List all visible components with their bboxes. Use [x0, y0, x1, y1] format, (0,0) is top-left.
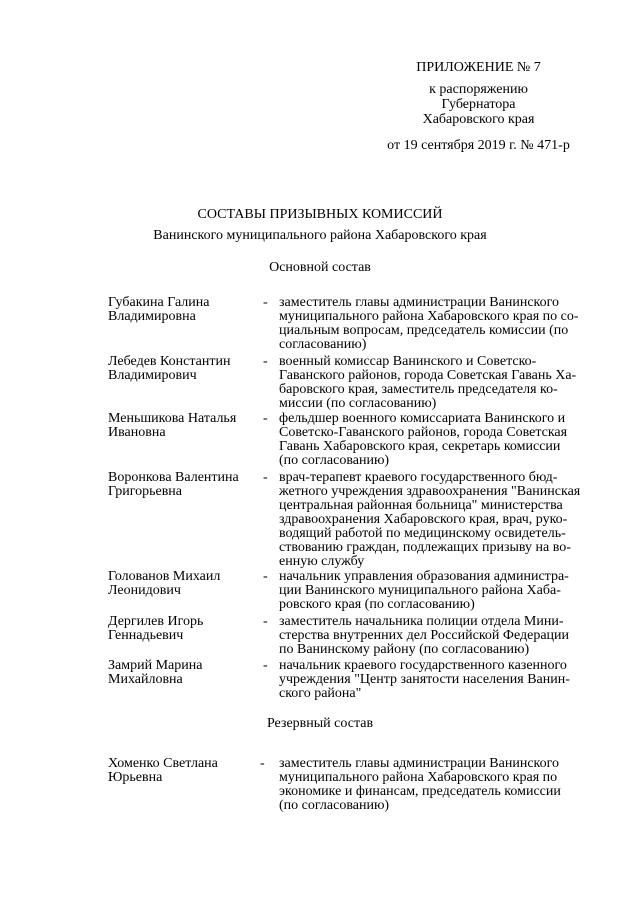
- member-name: Лебедев Константин Владимирович: [108, 354, 231, 383]
- member-name: Замрий Марина Михайловна: [108, 658, 203, 687]
- appendix-block: [380, 60, 577, 153]
- member-dash: -: [263, 411, 268, 426]
- member-role: начальник краевого государственного казенного учреждения "Центр занятости населения Ванин- ского района": [279, 658, 570, 701]
- section-main-title: Основной состав: [269, 260, 371, 275]
- document-heading: [0, 204, 640, 246]
- member-name: Голованов Михаил Леонидович: [108, 569, 221, 598]
- member-dash: -: [263, 614, 268, 629]
- member-role: фельдшер военного комиссариата Ванинского и Советско-Гаванского районов, города Советская Гавань Хабаровского края, секретарь комиссии (по согласованию): [279, 411, 568, 468]
- member-name: Воронкова Валентина Григорьевна: [108, 470, 239, 499]
- section-reserve-title: Резервный состав: [266, 716, 374, 731]
- member-role: военный комиссар Ванинского и Советско- Гаванского районов, города Советская Гавань Ха- баровского края, заместитель председателя ко- миссии (по согласованию): [279, 354, 577, 411]
- appendix-line: Губернатора: [441, 97, 516, 112]
- member-dash: -: [263, 354, 268, 369]
- member-dash: -: [263, 569, 268, 584]
- heading-sub: Ванинского муниципального района Хабаровского края: [153, 228, 487, 243]
- member-dash: -: [263, 658, 268, 673]
- member-dash: -: [260, 756, 265, 771]
- member-role: начальник управления образования администра- ции Ванинского муниципального района Хаба- ровского края (по согласованию): [279, 569, 569, 612]
- member-role: врач-терапевт краевого государственного бюд- жетного учреждения здравоохранения "Ванинская центральная районная больница" министерства здравоохранения Хабаровского края, врач, руко- водящий работой по медицинскому освидетель- ствованию граждан, подлежащих призыву на во- енную службу: [279, 470, 581, 569]
- appendix-date: от 19 сентября 2019 г. № 471-р: [387, 138, 570, 153]
- appendix-line: Хабаровского края: [422, 112, 535, 127]
- heading-main: СОСТАВЫ ПРИЗЫВНЫХ КОМИССИЙ: [197, 207, 443, 222]
- member-dash: -: [263, 295, 268, 310]
- member-role: заместитель главы администрации Ванинского муниципального района Хабаровского края по экономике и финансам, председатель комиссии (по согласованию): [279, 756, 561, 813]
- member-role: заместитель главы администрации Ванинского муниципального района Хабаровского края по со- циальным вопросам, председатель комиссии (по согласованию): [279, 295, 579, 352]
- member-dash: -: [263, 470, 268, 485]
- member-name: Хоменко Светлана Юрьевна: [108, 756, 218, 785]
- appendix-title: ПРИЛОЖЕНИЕ № 7: [416, 60, 541, 75]
- member-name: Меньшикова Наталья Ивановна: [108, 411, 237, 440]
- member-role: заместитель начальника полиции отдела Мини- стерства внутренних дел Российской Федерации по Ванинскому району (по согласованию): [279, 614, 570, 657]
- member-name: Дергилев Игорь Геннадьевич: [108, 614, 204, 643]
- member-name: Губакина Галина Владимировна: [108, 295, 210, 324]
- appendix-line: к распоряжению: [429, 82, 528, 97]
